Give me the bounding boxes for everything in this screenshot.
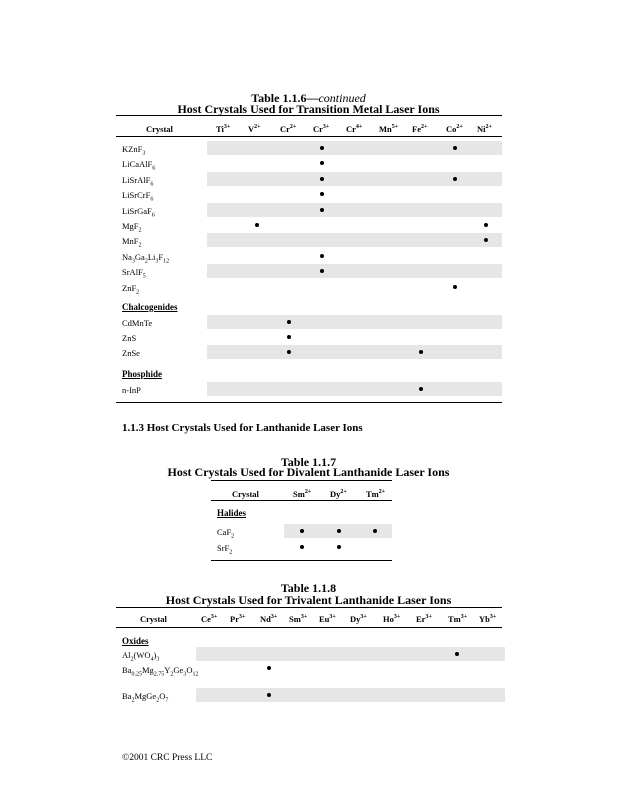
crystal-label: LiSrAlF$_6$ [122,174,154,188]
table-118-crystal-header: Crystal [140,614,167,624]
table-116-col-co-2plus: $Co^{2+}$ [446,124,463,134]
table-117-header-rule [211,500,392,501]
crystal-label: SrF$_2$ [217,543,233,556]
row-shading [196,688,505,702]
table-118-col-pr-3plus: $Pr^{3+}$ [230,614,246,624]
table-118-subtitle: Host Crystals Used for Trivalent Lanthanide Laser Ions [165,593,452,607]
row-shading [207,315,502,329]
table-117-col-dy-2plus: $Dy^{2+}$ [330,489,347,499]
row-shading [207,172,502,186]
crystal-label: SrAlF$_5$ [122,267,146,280]
presence-dot [320,192,324,196]
row-shading [207,264,502,278]
table-117-subtitle: Host Crystals Used for Divalent Lanthanide Laser Ions [167,465,450,479]
crystal-label: n-InP [122,385,141,395]
crystal-label: CaF$_2$ [217,527,235,540]
table-116-title: Table 1.1.6—continued [251,91,366,105]
table-116-top-rule [116,115,502,116]
table-116-col-cr-4plus: $Cr^{4+}$ [346,124,363,134]
table-116-col-ni-2plus: $Ni^{2+}$ [477,124,492,134]
presence-dot [484,223,488,227]
crystal-label: $Ba_2MgGe_2O_7$ [122,691,169,704]
presence-dot [267,693,271,697]
crystal-label: LiSrCrF$_6$ [122,190,154,203]
table-116-col-v-2plus: $V^{2+}$ [248,124,261,134]
row-shading [207,233,502,247]
crystal-label: $Al_2(WO_4)_3$ [122,650,160,663]
presence-dot [337,529,341,533]
table-117-col-tm-2plus: $Tm^{2+}$ [366,489,386,499]
presence-dot [320,177,324,181]
presence-dot [287,335,291,339]
crystal-label: $Na_3Ga_2Li_3F_{12}$ [122,251,170,265]
presence-dot [287,350,291,354]
row-shading [207,203,502,217]
table-118-col-yb-3plus: $Yb^{3+}$ [479,614,497,624]
presence-dot [287,320,291,324]
table-118-col-nd-3plus: $Nd^{3+}$ [260,614,278,624]
section-heading-1-1-3: 1.1.3 Host Crystals Used for Lanthanide Laser Ions [122,422,363,434]
presence-dot [320,146,324,150]
presence-dot [419,350,423,354]
presence-dot [320,161,324,165]
table-118-col-sm-3plus: $Sm^{3+}$ [289,614,308,624]
crystal-label: ZnS [122,333,137,343]
crystal-label: LiSrGaF$_6$ [122,205,155,219]
table-118-col-eu-3plus: $Eu^{3+}$ [319,614,336,624]
presence-dot [267,666,271,670]
section-chalcogenides: Chalcogenides [122,302,178,312]
section-oxides: Oxides [122,636,149,646]
crystal-label: LiCaAlF$_6$ [122,159,156,173]
table-116-col-mn-5plus: $Mn^{5+}$ [379,124,399,134]
presence-dot [320,254,324,258]
presence-dot [320,208,324,212]
presence-dot [300,545,304,549]
table-117-col-sm-2plus: $Sm^{2+}$ [293,489,312,499]
presence-dot [255,223,259,227]
table-116-bottom-rule [116,402,502,403]
table-116-col-cr-2plus: $Cr^{2+}$ [280,124,297,134]
crystal-label: MnF$_2$ [122,236,142,250]
table-118-top-rule [116,607,502,608]
presence-dot [453,177,457,181]
crystal-label: $Ba_{0.25}Mg_{2.75}Y_2Ge_3O_{12}$ [122,665,199,678]
presence-dot [419,387,423,391]
table-116-subtitle: Host Crystals Used for Transition Metal Laser Ions [177,102,440,116]
presence-dot [455,652,459,656]
section-halides: Halides [217,508,247,518]
table-117-title: Table 1.1.7 [280,455,337,469]
row-shading [207,382,502,396]
crystal-label: ZnF$_2$ [122,282,140,296]
table-118-col-er-3plus: $Er^{3+}$ [416,614,432,624]
table-117-top-rule [211,480,392,481]
section-phosphide: Phosphide [122,369,163,379]
presence-dot [337,545,341,549]
crystal-label: MgF$_2$ [122,221,142,234]
presence-dot [300,529,304,533]
table-117-bottom-rule [211,560,392,561]
crystal-label: KZnF$_3$ [122,144,146,157]
table-116-col-ti-3plus: $Ti^{3+}$ [216,124,231,134]
table-116-crystal-header: Crystal [146,124,173,134]
table-118-col-tm-3plus: $Tm^{3+}$ [448,614,468,624]
table-118-header-rule [116,627,502,628]
table-118-col-dy-3plus: $Dy^{3+}$ [350,614,367,624]
presence-dot [373,529,377,533]
presence-dot [453,285,457,289]
footer-copyright: ©2001 CRC Press LLC [122,753,213,763]
crystal-label: ZnSe [122,348,140,358]
row-shading [207,345,502,359]
table-116-col-fe-2plus: $Fe^{2+}$ [412,124,428,134]
table-118-title: Table 1.1.8 [280,581,337,595]
table-118-col-ho-3plus: $Ho^{3+}$ [383,614,401,624]
table-117-crystal-header: Crystal [232,489,259,499]
presence-dot [453,146,457,150]
table-116-header-rule [116,136,502,137]
row-shading [207,141,502,155]
crystal-label: CdMnTe [122,318,153,328]
table-118-col-ce-3plus: $Ce^{3+}$ [201,614,218,624]
table-116-col-cr-3plus: $Cr^{3+}$ [313,124,330,134]
